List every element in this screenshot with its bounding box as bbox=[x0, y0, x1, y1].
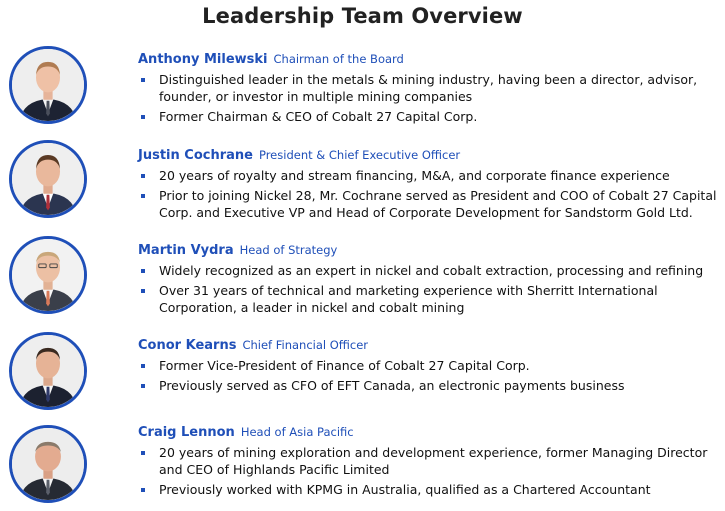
person-portrait-icon bbox=[9, 425, 87, 503]
member-name: Conor Kearns bbox=[138, 338, 237, 353]
person-portrait-icon bbox=[9, 236, 87, 314]
bullet-item: Widely recognized as an expert in nickel and cobalt extraction, processing and refining bbox=[138, 262, 718, 279]
person-portrait-icon bbox=[9, 46, 87, 124]
member-name: Justin Cochrane bbox=[138, 148, 253, 163]
member-role: Chairman of the Board bbox=[273, 52, 404, 66]
person-portrait-icon bbox=[9, 140, 87, 218]
member-role: Chief Financial Officer bbox=[242, 338, 369, 352]
member-name: Craig Lennon bbox=[138, 425, 235, 440]
page-title: Leadership Team Overview bbox=[202, 4, 523, 28]
bullet-item: Distinguished leader in the metals & mining industry, having been a director, advisor, founder, or investor in multiple mining companies bbox=[138, 71, 718, 105]
bullet-item: Former Vice-President of Finance of Cobalt 27 Capital Corp. bbox=[138, 357, 718, 374]
member-role: President & Chief Executive Officer bbox=[258, 148, 461, 162]
member-role: Head of Asia Pacific bbox=[240, 425, 354, 439]
member-bullets bbox=[138, 71, 718, 125]
bullet-item: 20 years of mining exploration and development experience, former Managing Director and CEO of Highlands Pacific Limited bbox=[138, 444, 718, 478]
bullet-item: 20 years of royalty and stream financing, M&A, and corporate finance experience bbox=[138, 167, 718, 184]
member-name: Martin Vydra bbox=[138, 243, 234, 258]
member-bullets bbox=[138, 262, 718, 316]
bullet-item: Prior to joining Nickel 28, Mr. Cochrane served as President and COO of Cobalt 27 Capital Corp. and Executive VP and Head of Corporate Development for Sandstorm Gold Ltd. bbox=[138, 187, 718, 221]
member-bullets bbox=[138, 444, 718, 498]
bullet-item: Former Chairman & CEO of Cobalt 27 Capital Corp. bbox=[138, 108, 718, 125]
member-name: Anthony Milewski bbox=[138, 52, 268, 67]
member-bullets bbox=[138, 357, 718, 394]
bullet-item: Previously served as CFO of EFT Canada, an electronic payments business bbox=[138, 377, 718, 394]
member-bullets bbox=[138, 167, 718, 221]
bullet-item: Over 31 years of technical and marketing experience with Sherritt International Corporation, a leader in nickel and cobalt mining bbox=[138, 282, 718, 316]
bullet-item: Previously worked with KPMG in Australia, qualified as a Chartered Accountant bbox=[138, 481, 718, 498]
member-role: Head of Strategy bbox=[239, 243, 338, 257]
person-portrait-icon bbox=[9, 332, 87, 410]
